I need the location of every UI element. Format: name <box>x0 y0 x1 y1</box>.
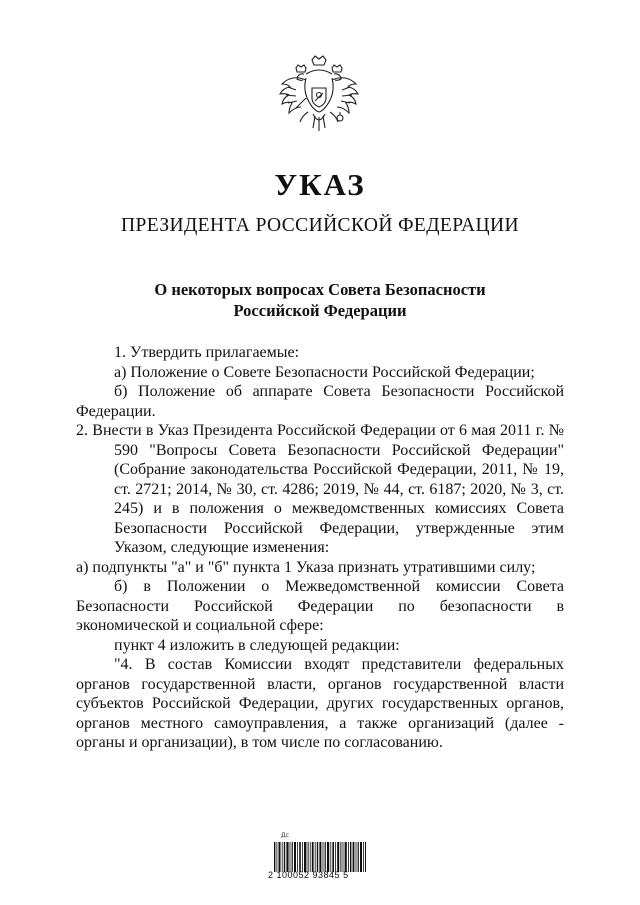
paragraph: "4. В состав Комиссии входят представители федеральных органов государственной власти, органов государственной власти субъектов Российской Федерации, других государственных органов, органов местного самоуправления, а также организаций (далее - органы и организации), в том числе по согласованию. <box>76 656 564 751</box>
barcode-mark: Дс <box>281 832 289 839</box>
paragraph: б) в Положении о Межведомственной комиссии Совета Безопасности Российской Федерации по безопасности в экономической и социальной сфере: <box>76 578 564 634</box>
paragraph: а) подпункты "а" и "б" пункта 1 Указа признать утратившими силу; <box>76 558 536 576</box>
paragraph: а) Положение о Совете Безопасности Российской Федерации; <box>114 363 535 381</box>
document-type-title: УКАЗ <box>274 167 366 202</box>
decree-body <box>76 343 564 753</box>
heading-line-2: Российской Федерации <box>233 301 407 320</box>
paragraph: б) Положение об аппарате Совета Безопасности Российской Федерации. <box>76 383 564 420</box>
russian-coat-of-arms-icon <box>276 54 362 146</box>
issuer-subtitle: ПРЕЗИДЕНТА РОССИЙСКОЙ ФЕДЕРАЦИИ <box>121 215 519 236</box>
paragraph: 2. Внести в Указ Президента Российской Федерации от 6 мая 2011 г. № 590 "Вопросы Совета Безопасности Российской Федерации" (Собрание законодательства Российской Федерации, 2011, № 19, ст. 2721; 2014, № 30, ст. 4286; 2019, № 44, ст. 6187; 2020, № 3, ст. 245) и в положения о межведомственных комиссиях Совета Безопасности Российской Федерации, утвержденные этим Указом, следующие изменения: <box>76 422 564 556</box>
document-heading <box>0 279 640 321</box>
paragraph: 1. Утвердить прилагаемые: <box>114 344 300 361</box>
heading-line-1: О некоторых вопросах Совета Безопасности <box>154 280 486 299</box>
barcode-number: 2 100052 93845 5 <box>268 870 349 880</box>
barcode-icon <box>274 842 366 872</box>
paragraph: пункт 4 изложить в следующей редакции: <box>114 636 400 654</box>
